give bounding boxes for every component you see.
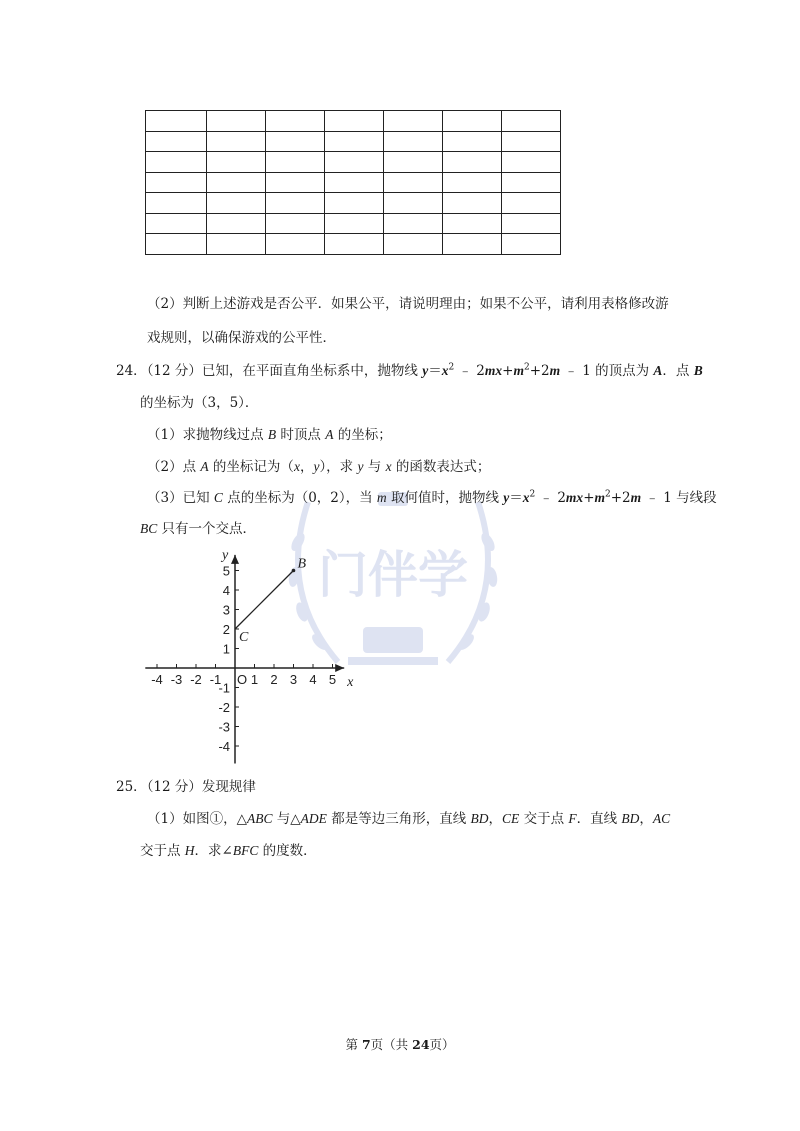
math-op: ＝ — [509, 490, 523, 506]
table-cell — [325, 172, 384, 193]
table-cell — [502, 213, 561, 234]
math-var: y — [313, 459, 320, 474]
total-pages: 24 — [412, 1037, 430, 1052]
math-exp: 2 — [448, 362, 455, 373]
math-var: A — [653, 363, 663, 378]
table-cell — [146, 234, 207, 255]
q25-part1-line1 — [147, 807, 670, 827]
q25-text: 的度数． — [258, 843, 317, 859]
math-var: BC — [140, 521, 158, 536]
table-cell — [207, 213, 266, 234]
q25-text: 交于点 — [519, 811, 569, 827]
origin-label: O — [237, 672, 248, 687]
q24-line2: 的坐标为（3，5）． — [140, 395, 259, 411]
math-var: BFC — [232, 843, 259, 858]
table-cell — [146, 111, 207, 132]
math-op: ＝ — [428, 363, 442, 379]
table-cell — [384, 193, 443, 214]
table-cell — [325, 193, 384, 214]
y-tick-label: -3 — [218, 719, 230, 735]
table-row — [146, 213, 561, 234]
table-cell — [384, 234, 443, 255]
table-cell — [146, 193, 207, 214]
table-cell — [207, 193, 266, 214]
math-var: A — [325, 427, 334, 442]
math-var: ABC — [246, 811, 273, 826]
math-var: m — [549, 363, 561, 378]
y-tick-label: -1 — [218, 680, 230, 696]
q24-text: 时顶点 — [276, 427, 326, 443]
table-cell — [266, 111, 325, 132]
q24-text: 点的坐标为（0，2），当 — [222, 490, 377, 506]
y-axis-arrow — [231, 555, 239, 564]
x-axis-arrow — [335, 664, 344, 672]
q24-number: 24． — [116, 363, 147, 379]
math-exp: 2 — [529, 489, 536, 500]
table-cell — [502, 234, 561, 255]
math-op: + — [502, 363, 514, 379]
x-axis-label: x — [347, 675, 354, 690]
q25-text: 都是等边三角形，直线 — [326, 811, 471, 827]
math-var: AC — [652, 811, 671, 826]
table-row — [146, 131, 561, 152]
math-var: CE — [502, 811, 520, 826]
footer-text: 页） — [429, 1037, 455, 1052]
circled-one: ① — [209, 811, 224, 827]
q25-text: ， — [639, 811, 653, 827]
table-row — [146, 111, 561, 132]
math-var: y — [422, 363, 429, 378]
y-axis-label: y — [222, 547, 229, 563]
q25-text: （1）如图 — [147, 811, 210, 827]
math-var: y — [357, 459, 364, 474]
table-cell — [266, 193, 325, 214]
table-cell — [502, 193, 561, 214]
q24-part3-line2 — [140, 517, 256, 537]
table-cell — [443, 131, 502, 152]
q24-text: 的坐标记为（ — [208, 459, 294, 475]
table-cell — [443, 193, 502, 214]
math-var: x — [293, 459, 300, 474]
q24-text: 取何值时，抛物线 — [386, 490, 504, 506]
q24-points: （12 分） — [146, 363, 202, 379]
math-exp: 2 — [605, 489, 611, 500]
math-var: ADE — [300, 811, 327, 826]
math-op: + — [583, 490, 595, 506]
q25-part1-line2 — [140, 839, 317, 859]
q24-text: （3）已知 — [147, 490, 214, 506]
svg-text:门伴学: 门伴学 — [318, 546, 468, 604]
q25-text: ， — [488, 811, 503, 827]
page-footer — [0, 1035, 800, 1053]
footer-text: 页（共 — [370, 1037, 413, 1052]
q24-text: 的函数表达式； — [391, 459, 491, 475]
table-cell — [502, 172, 561, 193]
y-tick-label: 5 — [222, 563, 230, 579]
point-b — [292, 569, 296, 573]
table-cell — [325, 234, 384, 255]
math-var: m — [630, 490, 642, 505]
table-cell — [266, 131, 325, 152]
math-op: ﹣ 2 — [454, 363, 485, 379]
table-cell — [266, 172, 325, 193]
table-cell — [207, 131, 266, 152]
math-op: ﹣ 2 — [535, 490, 566, 506]
q24-part1 — [147, 423, 392, 443]
table-cell — [207, 172, 266, 193]
table-cell — [443, 213, 502, 234]
table-cell — [443, 111, 502, 132]
x-tick-label: 2 — [270, 672, 278, 687]
table-row — [146, 234, 561, 255]
math-var: BD — [470, 811, 489, 826]
q24-text: 已知，在平面直角坐标系中，抛物线 — [201, 363, 423, 379]
q24-text: 与 — [363, 459, 386, 475]
q25-text: ，△ — [223, 811, 247, 827]
segment-bc — [235, 571, 294, 630]
table-cell — [443, 234, 502, 255]
table-row — [146, 193, 561, 214]
q24-text: ），求 — [319, 459, 358, 475]
table-cell — [207, 234, 266, 255]
y-tick-label: -2 — [218, 700, 230, 715]
table-cell — [207, 152, 266, 173]
table-cell — [207, 111, 266, 132]
q24-text: （1）求抛物线过点 — [147, 427, 268, 443]
x-tick-label: -3 — [170, 672, 183, 687]
table-cell — [146, 213, 207, 234]
math-var: m — [513, 363, 524, 378]
table-cell — [266, 213, 325, 234]
q25-title: 发现规律 — [201, 779, 256, 795]
q25-text: ．求∠ — [194, 843, 233, 859]
table-cell — [325, 152, 384, 173]
table-cell — [325, 213, 384, 234]
empty-table — [145, 110, 561, 255]
y-tick-label: 3 — [222, 602, 230, 618]
label-c: C — [239, 630, 249, 645]
table-cell — [384, 111, 443, 132]
q24-text: 的坐标； — [333, 427, 392, 443]
page-number: 7 — [361, 1037, 371, 1052]
table-cell — [146, 152, 207, 173]
q25-heading — [116, 775, 256, 795]
table-cell — [266, 152, 325, 173]
x-tick-label: -2 — [190, 672, 202, 687]
math-op: +2 — [610, 490, 631, 506]
math-exp: 2 — [523, 362, 530, 373]
math-var: m — [594, 490, 606, 505]
q25-text: 与△ — [272, 811, 301, 827]
q23-part2-line1: （2）判断上述游戏是否公平．如果公平，请说明理由；如果不公平，请利用表格修改游 — [147, 296, 669, 312]
math-var: m — [376, 490, 387, 505]
q25-text: ．直线 — [576, 811, 622, 827]
table-cell — [325, 111, 384, 132]
q24-text: 只有一个交点． — [157, 521, 257, 537]
math-var: A — [200, 459, 209, 474]
y-tick-label: -4 — [218, 739, 230, 754]
math-var: F — [568, 811, 577, 826]
table-cell — [266, 234, 325, 255]
math-var: x — [522, 490, 530, 505]
math-var: mx — [565, 490, 584, 505]
q24-text: ．点 — [662, 363, 694, 379]
table-cell — [384, 172, 443, 193]
footer-text: 第 — [345, 1037, 362, 1052]
x-tick-label: 3 — [289, 672, 298, 687]
y-tick-label: 2 — [222, 622, 230, 637]
table-cell — [384, 152, 443, 173]
math-var: B — [267, 427, 277, 442]
q23-part2-line2: 戏规则，以确保游戏的公平性． — [147, 330, 336, 346]
table-cell — [325, 131, 384, 152]
math-var: y — [503, 490, 510, 505]
table-cell — [384, 213, 443, 234]
x-tick-label: 5 — [328, 672, 337, 687]
math-op: +2 — [529, 363, 550, 379]
table-cell — [443, 172, 502, 193]
table-cell — [502, 152, 561, 173]
q24-part2 — [147, 455, 490, 475]
math-var: B — [693, 363, 703, 378]
x-tick-label: -1 — [209, 672, 222, 687]
math-var: BD — [621, 811, 640, 826]
q24-text: ﹣ 1 与线段 — [641, 490, 717, 506]
math-var: C — [213, 490, 223, 505]
q25-points: （12 分） — [146, 779, 202, 795]
q24-text: （2）点 — [147, 459, 201, 475]
table-row — [146, 172, 561, 193]
x-tick-label: 4 — [309, 672, 317, 687]
q24-text: ， — [299, 459, 314, 475]
table-cell — [384, 131, 443, 152]
table-row — [146, 152, 561, 173]
table-cell — [443, 152, 502, 173]
table-cell — [502, 131, 561, 152]
q25-number: 25． — [116, 779, 147, 795]
x-tick-label: -4 — [151, 672, 163, 687]
x-tick-label: 1 — [250, 672, 259, 687]
table-cell — [146, 172, 207, 193]
q24-intro — [116, 359, 703, 379]
math-var: mx — [484, 363, 503, 378]
y-tick-label: 1 — [222, 641, 230, 657]
q25-text: 交于点 — [140, 843, 185, 859]
table-cell — [502, 111, 561, 132]
table-cell — [146, 131, 207, 152]
math-var: x — [441, 363, 449, 378]
q24-text: ﹣ 1 的顶点为 — [560, 363, 654, 379]
y-tick-label: 4 — [222, 583, 230, 598]
label-b: B — [297, 556, 307, 572]
math-var: x — [385, 459, 392, 474]
math-var: H — [184, 843, 195, 858]
coordinate-plot — [140, 540, 370, 765]
q24-part3-line1 — [147, 486, 717, 506]
